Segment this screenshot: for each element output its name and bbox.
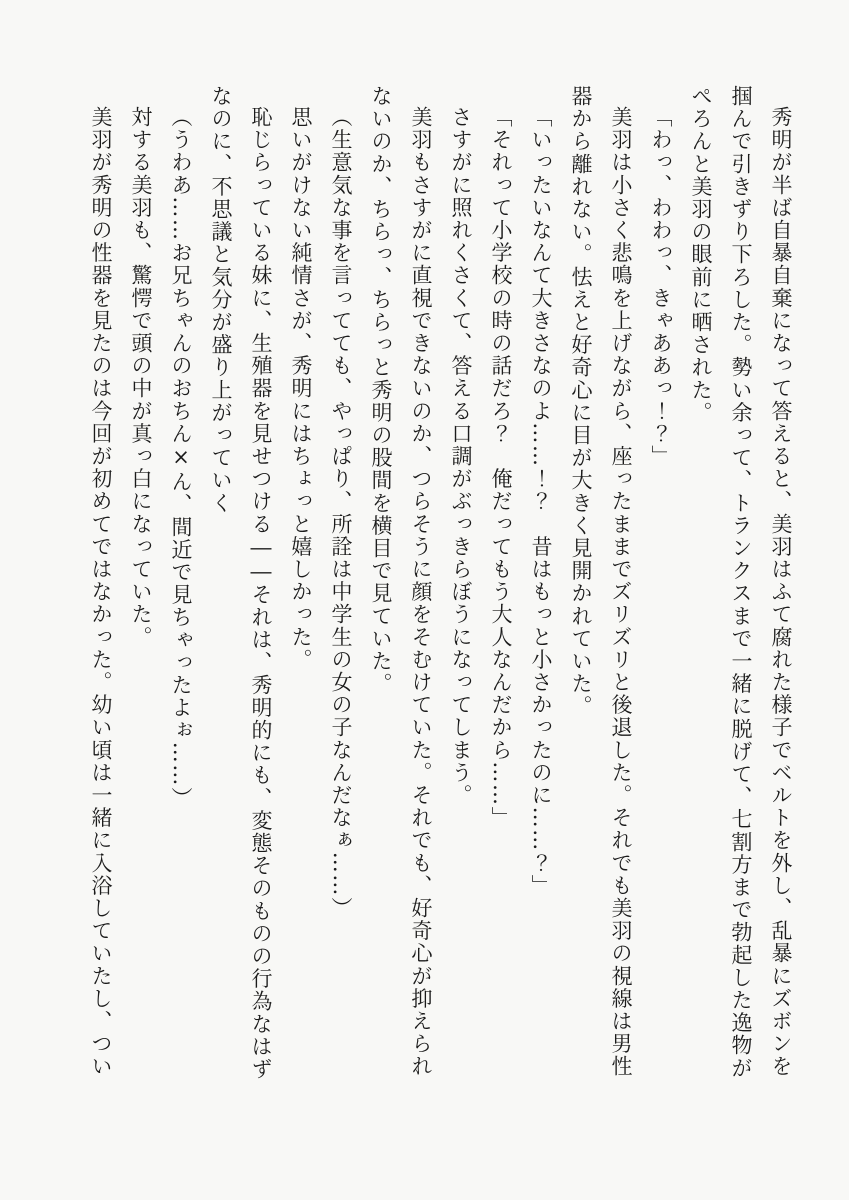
paragraph-11: （うわあ……お兄ちゃんのおちん×ん、間近で見ちゃったよぉ……） <box>169 106 193 810</box>
em-dash: ―― <box>249 535 273 584</box>
paragraph-13: 美羽が秀明の性器を見たのは今回が初めてではなかった。幼い頃は一緒に入浴していたし、つい <box>89 106 113 1078</box>
paragraph-5: 「それって小学校の時の話だろ？ 俺だってもう大人なんだから……」 <box>489 106 513 830</box>
paragraph-8: （生意気な事を言ってても、やっぱり、所詮は中学生の女の子なんだなぁ……） <box>329 106 353 920</box>
paragraph-7: 美羽もさすがに直視できないのか、つらそうに顔をそむけていた。それでも、好奇心が抑えられないのか、ちらっ、ちらっと秀明の股間を横目で見ていた。 <box>369 85 433 1078</box>
paragraph-3: 美羽は小さく悲鳴を上げながら、座ったままでズリズリと後退した。それでも美羽の視線は男性器から離れない。怯えと好奇心に目が大きく見開かれていた。 <box>569 85 633 1078</box>
paragraph-6: さすがに照れくさくて、答える口調がぶっきらぼうになってしまう。 <box>449 106 473 807</box>
paragraph-2: 「わっ、わわっ、きゃああっ！？」 <box>649 106 673 468</box>
paragraph-12: 対する美羽も、驚愕で頭の中が真っ白になっていた。 <box>129 106 153 649</box>
paragraph-1: 秀明が半ば自暴自棄になって答えると、美羽はふて腐れた様子でベルトを外し、乱暴にズボンを掴んで引きずり下ろした。勢い余って、トランクスまで一緒に脱げて、七割方まで勃起した逸物がぺろんと美羽の眼前に晒された。 <box>689 85 793 1080</box>
vertical-text-block <box>79 85 801 1087</box>
paragraph-9: 思いがけない純情さが、秀明にはちょっと嬉しかった。 <box>289 106 313 671</box>
paragraph-4: 「いったいなんて大きさなのよ……！？ 昔はもっと小さかったのに……？」 <box>529 106 553 897</box>
paragraph-10: 恥じらっている妹に、生殖器を見せつける――それは、秀明的にも、変態そのものの行為なはずなのに、不思議と気分が盛り上がっていく <box>209 85 273 1081</box>
